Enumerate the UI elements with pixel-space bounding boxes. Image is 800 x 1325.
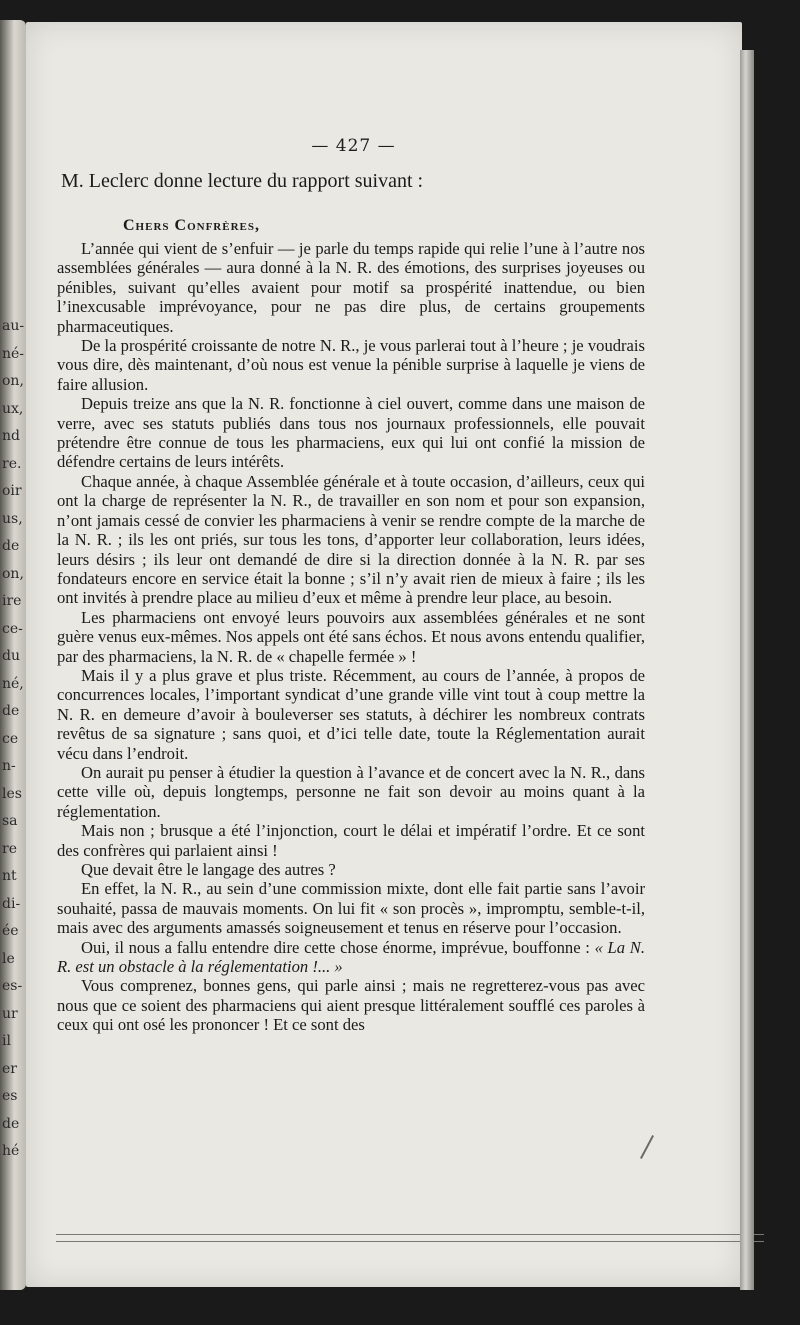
margin-fragment: sa <box>2 813 18 829</box>
margin-fragment: nt <box>2 868 17 884</box>
paragraph: Que devait être le langage des autres ? <box>81 860 336 879</box>
margin-fragment: us, <box>2 510 23 527</box>
intro-line: M. Leclerc donne lecture du rapport suivant : <box>61 170 424 192</box>
paragraph: Les pharmaciens ont envoyé leurs pouvoirs aux assemblées générales et ne sont guère venus eux-mêmes. Nos appels ont été sans échos. Et nous avons entendu qualifier, par des pharmaciens, la N. R. de « chapelle fermée » ! <box>57 607 645 666</box>
paragraph-text: Oui, il nous a fallu entendre dire cette chose énorme, imprévue, bouffonne : <box>81 937 590 957</box>
margin-fragment: ce- <box>2 620 23 637</box>
margin-fragment: n- <box>2 758 16 774</box>
paragraph: On aurait pu penser à étudier la question à l’avance et de concert avec la N. R., dans cette ville où, depuis longtemps, personne ne fait son devoir au moins quant à la réglementation. <box>57 762 645 821</box>
margin-fragment: es <box>2 1088 18 1104</box>
paragraph: Mais il y a plus grave et plus triste. Récemment, au cours de l’année, à propos de concurrences locales, l’important syndicat d’une grande ville vint tout à coup mettre la N. R. en demeure d’avoir à bouleverser ses statuts, à déchirer les nombreux contrats revêtus de sa signature ; sans quoi, et d’ici telle date, toute la Réglementation aurait vécu dans l’endroit. <box>57 665 645 763</box>
document-body <box>57 170 645 1035</box>
margin-fragment: au- <box>2 318 25 334</box>
italic-quote: « La N. R. est un obstacle à la réglementation !... » <box>57 937 645 977</box>
margin-fragment: le <box>2 950 15 967</box>
paragraph: En effet, la N. R., au sein d’une commission mixte, dont elle fait partie sans l’avoir souhaité, passa de mauvais moments. On lui fit « son procès », impromptu, semble-t-il, mais avec des arguments amassés soigneusement et tenus en réserve pour l’occasion. <box>57 879 645 938</box>
margin-fragment: nd <box>2 428 20 444</box>
page-stack-edge <box>740 50 754 1290</box>
margin-fragment: il <box>2 1033 11 1049</box>
margin-fragment: ur <box>2 1005 18 1022</box>
margin-fragment: hé <box>2 1143 20 1159</box>
paragraph: Chaque année, à chaque Assemblée générale et à toute occasion, d’ailleurs, ceux qui ont la charge de représenter la N. R., de travailler en son nom et pour son expansion, n’ont jamais cessé de convier les pharmaciens à venir se rendre compte de la marche de la N. R. ; ils les ont priés, sur tous les tons, d’apporter leur collaboration, leurs idées, leurs désirs ; ils leur ont demandé de dire si la direction donnée à la N. R. par ses fondateurs encore en service était la bonne ; s’il n’y avait rien de mieux à faire ; ils les ont invités à prendre place au milieu d’eux et même à prendre leur place, au besoin. <box>57 471 645 608</box>
margin-fragment: es- <box>2 978 23 994</box>
paragraph: De la prospérité croissante de notre N. R., je vous parlerai tout à l’heure ; je voudrais vous dire, dès maintenant, d’où nous est venue la pénible surprise à laquelle je viens de faire allusion. <box>57 336 645 394</box>
margin-fragment: er <box>2 1060 17 1077</box>
margin-fragment: du <box>2 648 20 664</box>
margin-fragment: oir <box>2 483 22 499</box>
margin-fragment: de <box>2 1115 20 1132</box>
paragraph: L’année qui vient de s’enfuir — je parle du temps rapide qui relie l’une à l’autre nos assemblées générales — aura donné à la N. R. des émotions, des surprises joyeuses ou pénibles, suivant qu’elles avaient pour motif sa prospérité inattendue, ou bien l’inexcusable imprévoyance, pour ne pas dire plus, de certains groupements pharmaceutiques. <box>57 239 645 336</box>
margin-fragment: on, <box>2 565 24 582</box>
previous-page-text-fragments <box>0 0 26 1325</box>
page-bottom-rule <box>56 1234 764 1235</box>
paragraph: Vous comprenez, bonnes gens, qui parle ainsi ; mais ne regretterez-vous pas avec nous que ce soient des pharmaciens qui aient presque littéralement soufflé ces paroles à ceux qui ont osé les prononcer ! Et ce sont des <box>57 976 645 1035</box>
margin-fragment: di- <box>2 895 21 912</box>
stray-pencil-mark <box>640 1135 654 1159</box>
paragraph: Mais non ; brusque a été l’injonction, court le délai et impératif l’ordre. Et ce sont des confrères qui parlaient ainsi ! <box>57 821 645 860</box>
margin-fragment: né- <box>2 345 25 362</box>
margin-fragment: de <box>2 703 20 719</box>
margin-fragment: ce <box>2 730 19 747</box>
margin-fragment: ux, <box>2 400 24 417</box>
margin-fragment: les <box>2 785 22 802</box>
margin-fragment: né, <box>2 675 24 692</box>
margin-fragment: re. <box>2 455 22 472</box>
margin-fragment: ire <box>2 593 22 609</box>
margin-fragment: on, <box>2 373 24 389</box>
page-number: — 427 — <box>311 136 396 156</box>
margin-fragment: ée <box>2 923 19 939</box>
salutation: Chers Confrères, <box>123 217 260 234</box>
paragraph-with-quote <box>57 938 645 977</box>
margin-fragment: de <box>2 538 20 554</box>
page-bottom-rule-2 <box>56 1241 764 1242</box>
margin-fragment: re <box>2 840 17 857</box>
book-page <box>26 22 742 1287</box>
paragraph: Depuis treize ans que la N. R. fonctionne à ciel ouvert, comme dans une maison de verre, avec ses statuts publiés dans tous nos journaux professionnels, elle pouvait prétendre être connue de tous les pharmaciens, eux qui lui ont confié la mission de défendre certains de leurs intérêts. <box>57 394 645 472</box>
